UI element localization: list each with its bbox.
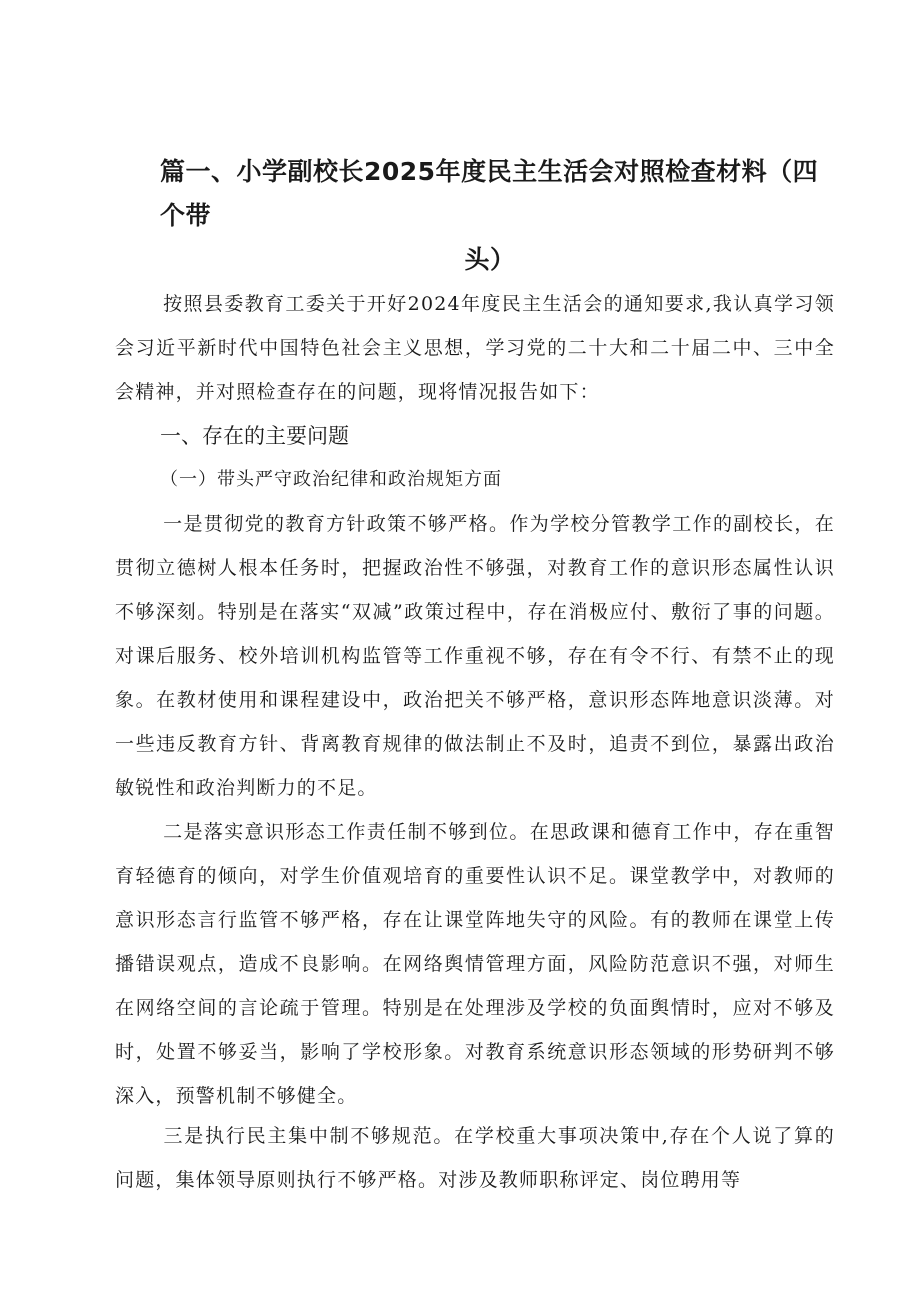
paragraph-1 (115, 502, 835, 810)
document-title (160, 150, 840, 282)
paragraph-2 (115, 810, 835, 1118)
paragraph-3-text: 三是执行民主集中制不够规范。在学校重大事项决策中,存在个人说了算的问题，集体领导原则执行不够严格。对涉及教师职称评定、岗位聘用等 (115, 1125, 835, 1191)
section-heading: 一、存在的主要问题 (160, 424, 349, 448)
intro-text: 按照县委教育工委关于开好2024年度民主生活会的通知要求,我认真学习领会习近平新时代中国特色社会主义思想，学习党的二十大和二十届二中、三中全会精神，并对照检查存在的问题，现将情况报告如下： (115, 293, 835, 403)
subsection-heading: （一）带头严守政治纪律和政治规矩方面 (160, 469, 502, 490)
title-line-1: 篇一、小学副校长2025年度民主生活会对照检查材料（四个带 (160, 157, 819, 230)
paragraph-1-text: 一是贯彻党的教育方针政策不够严格。作为学校分管教学工作的副校长，在贯彻立德树人根本任务时，把握政治性不够强，对教育工作的意识形态属性认识不够深刻。特别是在落实“双减”政策过程中，存在消极应付、敷衍了事的问题。对课后服务、校外培训机构监管等工作重视不够，存在有令不行、有禁不止的现象。在教材使用和课程建设中，政治把关不够严格，意识形态阵地意识淡薄。对一些违反教育方针、背离教育规律的做法制止不及时，追责不到位，暴露出政治敏锐性和政治判断力的不足。 (115, 513, 835, 799)
intro-paragraph (115, 282, 835, 414)
paragraph-3 (115, 1114, 835, 1202)
paragraph-2-text: 二是落实意识形态工作责任制不够到位。在思政课和德育工作中，存在重智育轻德育的倾向，对学生价值观培育的重要性认识不足。课堂教学中，对教师的意识形态言行监管不够严格，存在让课堂阵地失守的风险。有的教师在课堂上传播错误观点，造成不良影响。在网络舆情管理方面，风险防范意识不强，对师生在网络空间的言论疏于管理。特别是在处理涉及学校的负面舆情时，应对不够及时，处置不够妥当，影响了学校形象。对教育系统意识形态领域的形势研判不够深入，预警机制不够健全。 (115, 821, 835, 1107)
title-line-2: 头） (464, 245, 516, 274)
